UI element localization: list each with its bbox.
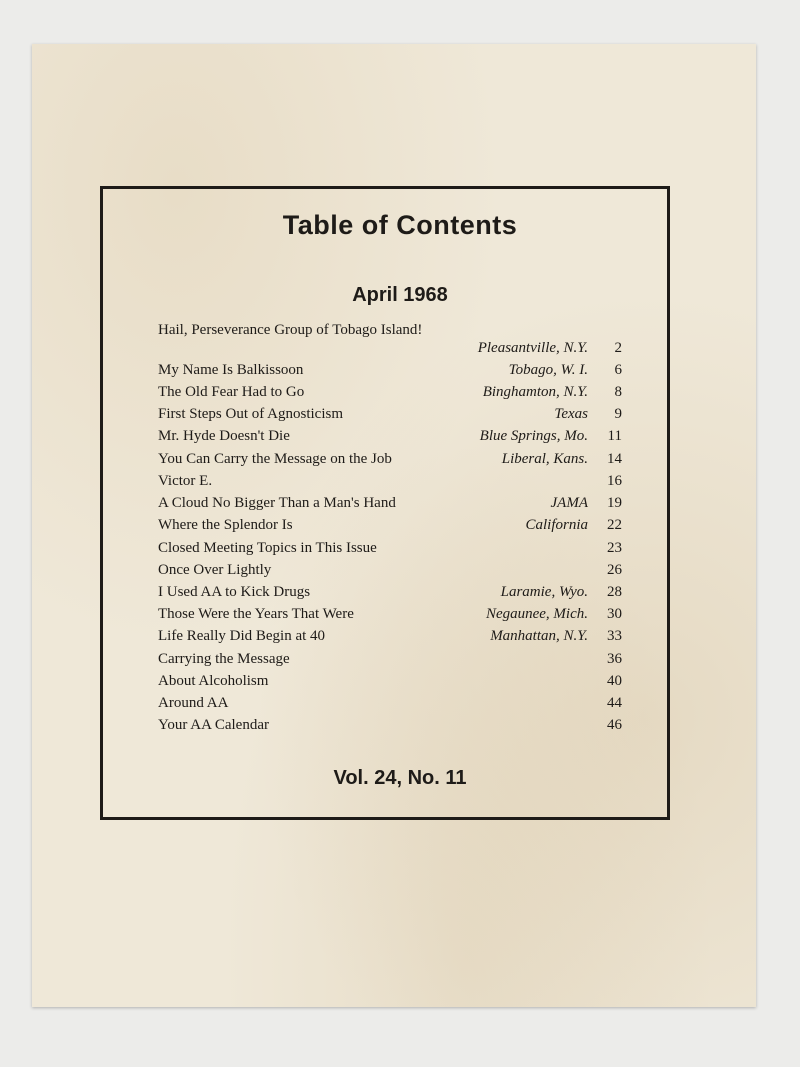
entry-page: 8 — [614, 384, 622, 400]
entry-page: 2 — [614, 340, 622, 356]
entry-location: California — [525, 517, 588, 533]
entry-page: 23 — [607, 540, 622, 556]
toc-entry — [158, 560, 622, 580]
toc-entry — [158, 426, 622, 446]
entry-title: Victor E. — [158, 473, 213, 489]
toc-entry — [158, 671, 622, 691]
entry-page: 26 — [607, 562, 622, 578]
entry-page: 28 — [607, 584, 622, 600]
toc-entry — [158, 604, 622, 624]
toc-entry — [158, 493, 622, 513]
toc-entry — [158, 693, 622, 713]
entry-title: Carrying the Message — [158, 651, 290, 667]
entry-location: Tobago, W. I. — [508, 362, 588, 378]
entry-location: Negaunee, Mich. — [485, 606, 588, 622]
entry-title: The Old Fear Had to Go — [158, 384, 305, 400]
entry-title: Where the Splendor Is — [158, 517, 293, 533]
entry-title: Mr. Hyde Doesn't Die — [158, 428, 290, 444]
entry-title: First Steps Out of Agnosticism — [158, 406, 344, 422]
toc-entry — [158, 538, 622, 558]
entry-title: Those Were the Years That Were — [158, 606, 354, 622]
toc-entry — [158, 515, 622, 535]
entry-location: Texas — [554, 406, 588, 422]
toc-entry — [158, 582, 622, 602]
volume-number: Vol. 24, No. 11 — [333, 767, 467, 789]
page-title: Table of Contents — [282, 210, 518, 240]
entry-location: Manhattan, N.Y. — [490, 628, 588, 644]
toc-entry-continued — [158, 338, 622, 358]
entry-page: 33 — [607, 628, 622, 644]
toc-entry — [158, 471, 622, 491]
entry-title: Once Over Lightly — [158, 562, 272, 578]
toc-entry — [158, 626, 622, 646]
entry-page: 44 — [607, 695, 622, 711]
toc-entry — [158, 320, 622, 340]
entry-page: 9 — [614, 406, 622, 422]
entry-title: Your AA Calendar — [158, 717, 269, 733]
entry-location: Binghamton, N.Y. — [482, 384, 588, 400]
entry-title: You Can Carry the Message on the Job — [158, 451, 392, 467]
entry-page: 6 — [614, 362, 622, 378]
entry-location: JAMA — [550, 495, 588, 511]
entry-page: 40 — [607, 673, 622, 689]
toc-entry — [158, 449, 622, 469]
entry-page: 22 — [607, 517, 622, 533]
entry-page: 11 — [607, 428, 622, 444]
toc-entry — [158, 360, 622, 380]
entry-title: My Name Is Balkissoon — [158, 362, 304, 378]
issue-date: April 1968 — [352, 284, 448, 306]
entry-title: Life Really Did Begin at 40 — [158, 628, 326, 644]
entry-location: Liberal, Kans. — [501, 451, 588, 467]
entry-title: A Cloud No Bigger Than a Man's Hand — [158, 495, 396, 511]
entry-page: 19 — [607, 495, 622, 511]
entry-page: 36 — [607, 651, 622, 667]
entry-location: Blue Springs, Mo. — [479, 428, 588, 444]
entry-title: Closed Meeting Topics in This Issue — [158, 540, 377, 556]
toc-entry — [158, 715, 622, 735]
entry-location: Laramie, Wyo. — [500, 584, 588, 600]
entry-title: About Alcoholism — [158, 673, 269, 689]
entry-location: Pleasantville, N.Y. — [477, 340, 588, 356]
toc-entry — [158, 382, 622, 402]
entry-title: Hail, Perseverance Group of Tobago Island! — [158, 322, 423, 338]
entry-page: 46 — [607, 717, 622, 733]
toc-entry — [158, 404, 622, 424]
toc-entry — [158, 649, 622, 669]
entry-page: 30 — [607, 606, 622, 622]
entry-title: I Used AA to Kick Drugs — [158, 584, 311, 600]
entry-page: 14 — [607, 451, 622, 467]
entry-title: Around AA — [158, 695, 229, 711]
entry-page: 16 — [607, 473, 622, 489]
